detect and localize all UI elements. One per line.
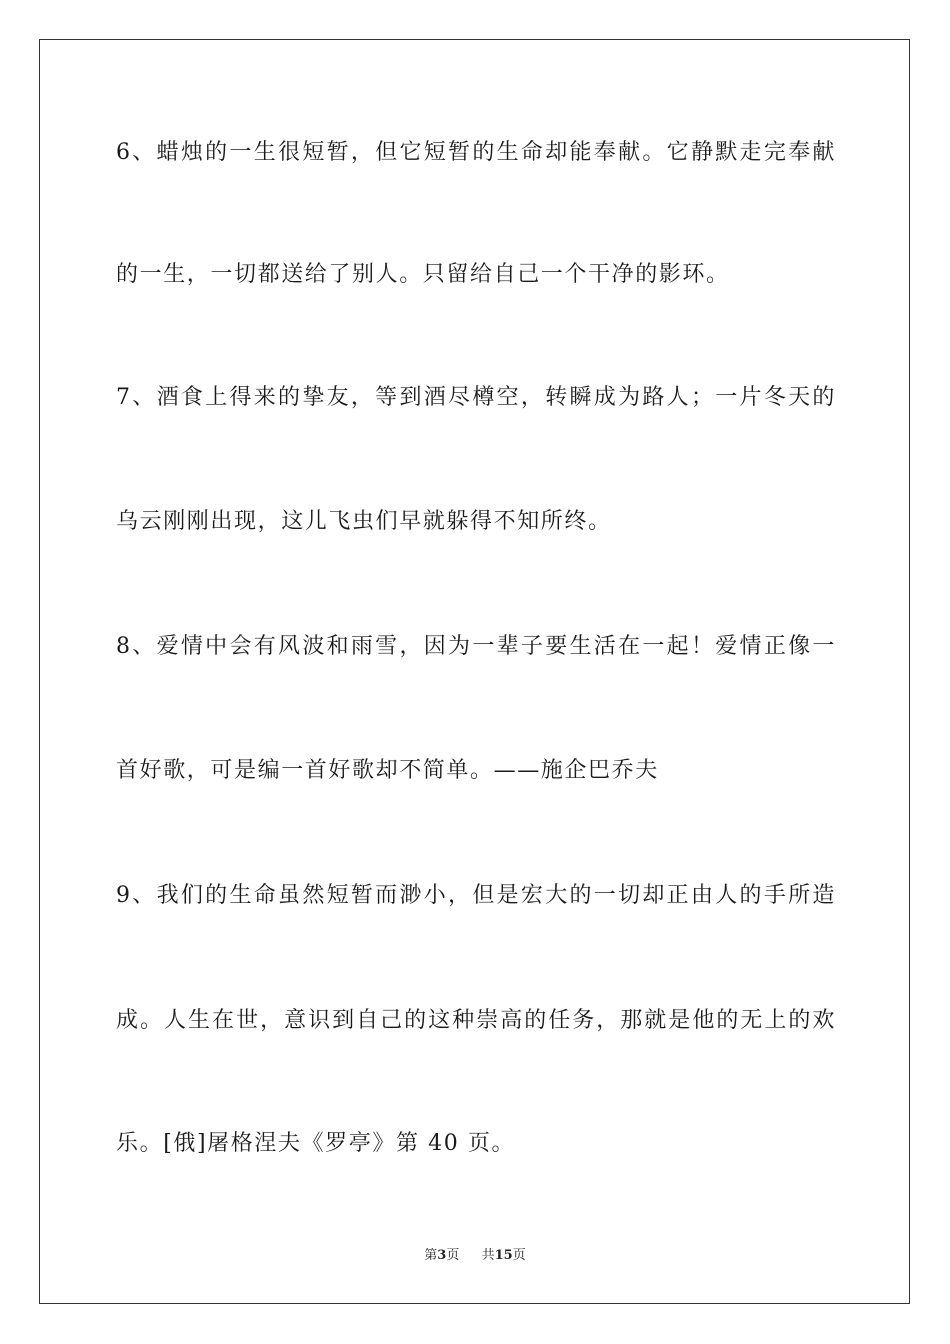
text-line-8: 成。人生在世，意识到自己的这种崇高的任务，那就是他的无上的欢	[116, 1008, 836, 1033]
total-pages-number: 15	[494, 1248, 513, 1263]
text-line-2: 的一生，一切都送给了别人。只留给自己一个干净的影环。	[116, 262, 730, 287]
page-footer	[0, 1247, 950, 1265]
total-pages-label: 共15页	[481, 1248, 526, 1263]
text-line-9: 乐。[俄]屠格涅夫《罗亭》第 40 页。	[116, 1131, 516, 1156]
current-page-number: 3	[437, 1248, 447, 1263]
text-line-3: 7、酒食上得来的挚友，等到酒尽樽空，转瞬成为路人；一片冬天的	[116, 385, 836, 410]
page-label: 第3页	[424, 1248, 460, 1263]
text-line-7: 9、我们的生命虽然短暂而渺小，但是宏大的一切却正由人的手所造	[116, 883, 836, 908]
text-line-4: 乌云刚刚出现，这儿飞虫们早就躲得不知所终。	[116, 509, 612, 534]
page-border	[39, 39, 910, 1304]
text-line-6: 首好歌，可是编一首好歌却不简单。——施企巴乔夫	[116, 758, 659, 783]
text-line-1: 6、蜡烛的一生很短暂，但它短暂的生命却能奉献。它静默走完奉献	[116, 140, 836, 165]
text-line-5: 8、爱情中会有风波和雨雪，因为一辈子要生活在一起！爱情正像一	[116, 634, 836, 659]
